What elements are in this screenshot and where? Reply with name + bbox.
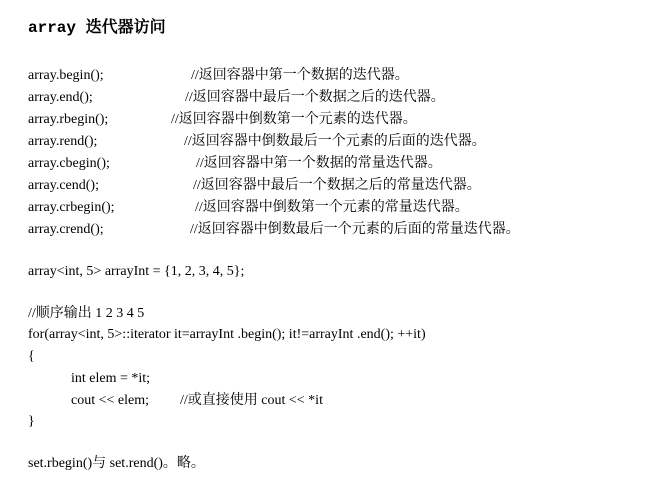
method-comment: //返回容器中倒数第一个元素的迭代器。: [171, 112, 417, 127]
note-text: set.rbegin()与 set.rend()。略。: [28, 456, 205, 471]
method-code: array.cend();: [28, 178, 99, 193]
open-brace: {: [28, 349, 35, 364]
title-code: array: [28, 19, 77, 37]
loop-body-comment: //或直接使用 cout << *it: [180, 393, 323, 408]
method-comment: //返回容器中第一个数据的迭代器。: [191, 68, 409, 83]
method-comment: //返回容器中倒数最后一个元素的后面的迭代器。: [184, 134, 486, 149]
method-code: array.begin();: [28, 68, 104, 83]
method-code: array.rbegin();: [28, 112, 109, 127]
loop-body-code: cout << elem;: [71, 393, 149, 408]
method-code: array.crbegin();: [28, 200, 115, 215]
method-code: array.rend();: [28, 134, 98, 149]
output-comment: //顺序输出 1 2 3 4 5: [28, 306, 145, 321]
method-code: array.end();: [28, 90, 93, 105]
method-code: array.crend();: [28, 222, 104, 237]
page-title: [28, 14, 166, 37]
close-brace: }: [28, 414, 35, 429]
array-declaration: array<int, 5> arrayInt = {1, 2, 3, 4, 5};: [28, 264, 245, 279]
method-code: array.cbegin();: [28, 156, 110, 171]
method-comment: //返回容器中倒数第一个元素的常量迭代器。: [195, 200, 469, 215]
for-loop-line: for(array<int, 5>::iterator it=arrayInt .begin(); it!=arrayInt .end(); ++it): [28, 327, 426, 342]
method-comment: //返回容器中第一个数据的常量迭代器。: [196, 156, 442, 171]
method-comment: //返回容器中最后一个数据之后的迭代器。: [185, 90, 445, 105]
title-text: 迭代器访问: [85, 17, 166, 36]
method-comment: //返回容器中倒数最后一个元素的后面的常量迭代器。: [190, 222, 520, 237]
method-comment: //返回容器中最后一个数据之后的常量迭代器。: [193, 178, 481, 193]
loop-body-line: int elem = *it;: [71, 371, 151, 386]
